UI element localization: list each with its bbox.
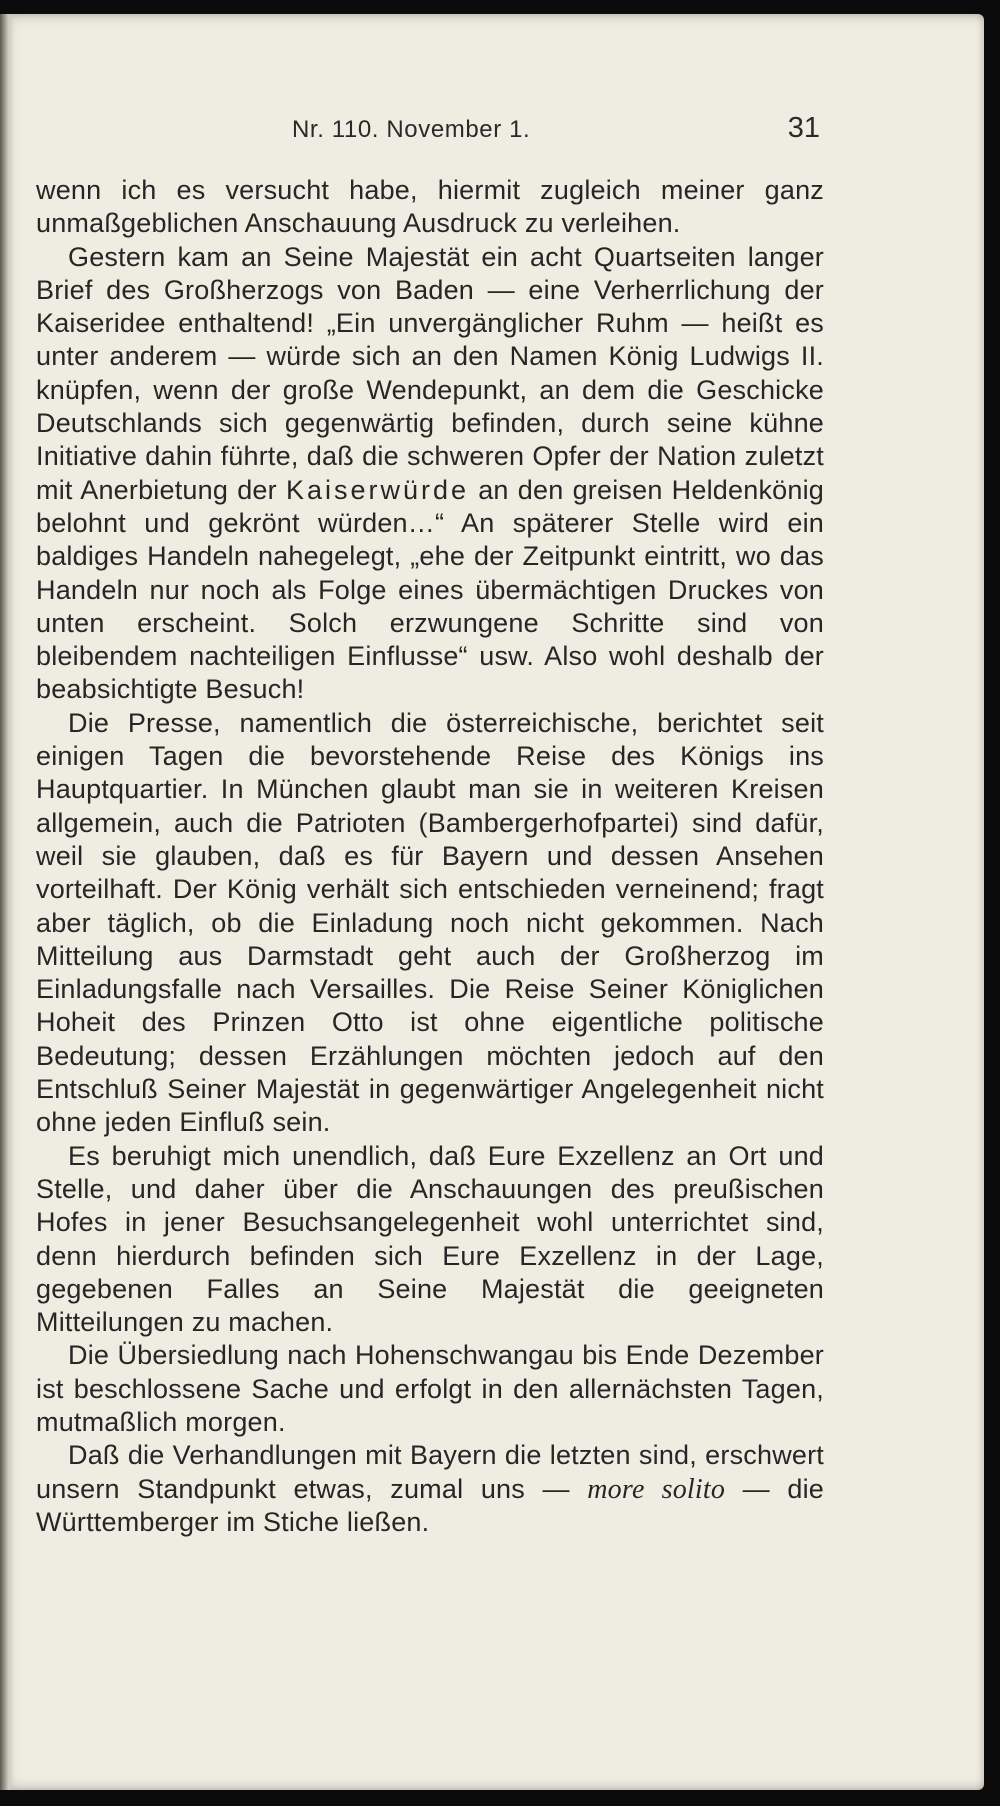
book-page [0, 14, 984, 1790]
running-head: Nr. 110. November 1. [292, 116, 531, 143]
paragraph-2-part-1: Gestern kam an Seine Majestät ein acht Quartseiten langer Brief des Großherzogs von Baden — eine Verherrlichung der Kaiseridee enthaltend! „Ein unvergänglicher Ruhm — heißt es unter anderem — würde sich an den Namen König Ludwigs II. knüpfen, wenn der große Wendepunkt, an dem die Geschicke Deutschlands sich gegenwärtig befinden, durch seine kühne Initiative dahin führte, daß die schweren Opfer der Nation zuletzt mit Anerbietung der [36, 241, 824, 505]
body-text [36, 174, 824, 1539]
page-spine-shadow [0, 14, 14, 1790]
paragraph-3: Die Presse, namentlich die österreichische, berichtet seit einigen Tagen die bevorstehende Reise des Königs ins Hauptquartier. In München glaubt man sie in weiteren Kreisen allgemein, auch die Patrioten (Bambergerhofpartei) sind dafür, weil sie glauben, daß es für Bayern und dessen Ansehen vorteilhaft. Der König verhält sich entschieden verneinend; fragt aber täglich, ob die Einladung noch nicht gekommen. Nach Mitteilung aus Darmstadt geht auch der Großherzog im Einladungsfalle nach Versailles. Die Reise Seiner Königlichen Hoheit des Prinzen Otto ist ohne eigentliche politische Bedeutung; dessen Erzählungen möchten jedoch auf den Entschluß Seiner Majestät in gegenwärtiger Angelegenheit nicht ohne jeden Einfluß sein. [36, 707, 824, 1138]
paragraph-1: wenn ich es versucht habe, hiermit zugleich meiner ganz unmaßgeblichen Anschauung Ausdruck zu verleihen. [36, 175, 824, 239]
paragraph-6-italic: more solito [587, 1473, 726, 1505]
paragraph-6-part-2: — die Württemberger im Stiche ließen. [36, 1473, 824, 1537]
paragraph-5: Die Übersiedlung nach Hohenschwangau bis Ende Dezember ist beschlossene Sache und erfolgt in den allernächsten Tagen, mutmaßlich morgen. [36, 1340, 824, 1437]
paragraph-2-part-2: an den greisen Heldenkönig belohnt und gekrönt würden…“ An späterer Stelle wird ein baldiges Handeln nahegelegt, „ehe der Zeitpunkt eintritt, wo das Handeln nur noch als Folge eines übermächtigen Druckes von unten erscheint. Solch erzwungene Schritte sind von bleibendem nachteiligen Einflusse“ usw. Also wohl deshalb der beabsichtigte Besuch! [36, 474, 824, 705]
paragraph-6 [36, 1439, 824, 1539]
paragraph-4: Es beruhigt mich unendlich, daß Eure Exzellenz an Ort und Stelle, und daher über die Anschauungen des preußischen Hofes in jener Besuchsangelegenheit wohl unterrichtet sind, denn hierdurch befinden sich Eure Exzellenz in der Lage, gegebenen Falles an Seine Majestät die geeigneten Mitteilungen zu machen. [36, 1140, 824, 1338]
paragraph-2 [36, 241, 824, 707]
page-number: 31 [787, 112, 820, 144]
page-header [40, 100, 820, 150]
paragraph-6-part-1: Daß die Verhandlungen mit Bayern die letzten sind, erschwert unsern Standpunkt etwas, zumal uns — [36, 1440, 824, 1504]
paragraph-2-spaced-word: Kaiserwürde [285, 474, 470, 505]
